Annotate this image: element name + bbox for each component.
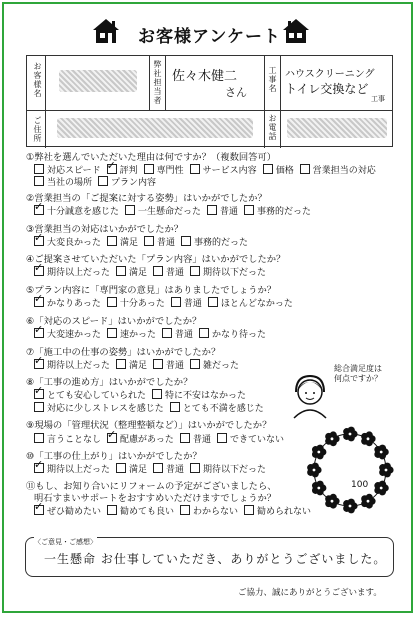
checked-checkbox[interactable] (34, 266, 44, 276)
option-item[interactable] (107, 507, 177, 517)
option-item[interactable] (34, 391, 149, 401)
option-item[interactable] (217, 435, 287, 445)
option-item[interactable] (34, 207, 122, 217)
customer-name-label: お客様名 (33, 62, 42, 98)
option-label: 対応スピード (47, 166, 101, 176)
option-item[interactable] (107, 299, 168, 309)
option-label: かなりあった (47, 299, 101, 309)
option-label: 普通 (166, 361, 185, 371)
checkbox[interactable] (34, 402, 44, 412)
wreath-flower-icon (312, 481, 326, 496)
option-label: 普通 (166, 465, 185, 475)
checkbox[interactable] (107, 297, 117, 307)
checkbox[interactable] (244, 505, 254, 515)
option-item[interactable] (144, 238, 178, 248)
option-label: 言うことなし (47, 435, 102, 445)
option-label: 普通 (166, 268, 185, 278)
question-11-options (34, 505, 317, 518)
option-item[interactable] (263, 166, 297, 176)
survey-title: お客様アンケート (138, 27, 281, 47)
question-10-options (34, 463, 272, 476)
checkbox[interactable] (153, 266, 163, 276)
checkbox[interactable] (217, 433, 227, 443)
satisfaction-wreath (302, 422, 398, 518)
address-label: ご住所 (33, 116, 42, 143)
option-item[interactable] (34, 299, 104, 309)
wreath-flower-icon (325, 494, 339, 509)
question-6: ⑥「対応のスピード」はいかがでしたか？ (26, 316, 202, 327)
checked-checkbox[interactable] (34, 389, 44, 399)
staff-suffix: さん (225, 86, 247, 99)
option-item[interactable] (34, 404, 167, 414)
wreath-flower-icon (325, 431, 339, 446)
option-label: わからない (193, 507, 239, 517)
checkbox[interactable] (244, 205, 254, 215)
checkbox[interactable] (153, 463, 163, 473)
option-label: 配慮があった (120, 435, 174, 445)
wreath-flower-icon (361, 494, 375, 509)
checkbox[interactable] (171, 297, 181, 307)
checkbox[interactable] (107, 505, 117, 515)
question-6-options (34, 328, 272, 341)
option-item[interactable] (244, 207, 314, 217)
option-item[interactable] (190, 268, 269, 278)
wreath-flower-icon (307, 463, 321, 478)
checkbox[interactable] (116, 359, 126, 369)
checkbox[interactable] (34, 164, 44, 174)
option-label: 期待以上だった (47, 268, 111, 278)
option-item[interactable] (199, 330, 269, 340)
option-label: 普通 (175, 330, 194, 340)
question-2: ②営業担当の「ご提案に対する姿勢」はいかがでしたか？ (26, 193, 267, 204)
option-label: 当社の場所 (47, 178, 93, 188)
question-3-options (34, 236, 254, 249)
option-label: 期待以上だった (47, 465, 111, 475)
redacted-phone (287, 118, 387, 138)
question-11-line2: 明石すまいサポートをおすすめいただけますでしょうか？ (34, 493, 277, 504)
option-label: 普通 (157, 238, 176, 248)
option-label: 価格 (275, 166, 294, 176)
option-item[interactable] (34, 238, 104, 248)
satisfaction-question (334, 364, 382, 384)
option-label: 期待以下だった (203, 268, 267, 278)
option-item[interactable] (207, 207, 241, 217)
question-9-options (34, 433, 290, 446)
question-3: ③営業担当の対応はいかがでしたか？ (26, 224, 184, 235)
checked-checkbox[interactable] (34, 328, 44, 338)
redacted-address (57, 118, 253, 138)
checkbox[interactable] (107, 328, 117, 338)
checkbox[interactable] (34, 176, 44, 186)
wreath-flower-icon (343, 499, 357, 514)
checkbox[interactable] (98, 176, 108, 186)
option-label: 普通 (183, 299, 202, 309)
option-label: プラン内容 (111, 178, 157, 188)
wreath-flower-icon (343, 427, 357, 442)
checked-checkbox[interactable] (34, 505, 44, 515)
option-item[interactable] (34, 435, 104, 445)
option-item[interactable] (208, 299, 296, 309)
checkbox[interactable] (162, 328, 172, 338)
question-11: ⑪もし、お知り合いにリフォームの予定がございましたら、 (26, 481, 277, 492)
option-item[interactable] (181, 238, 251, 248)
question-1: ①弊社を選んでいただいた理由は何ですか？（複数回答可） (26, 152, 277, 163)
checkbox[interactable] (263, 164, 273, 174)
option-label: 大変良かった (47, 238, 102, 248)
option-item[interactable] (107, 330, 159, 340)
checkbox[interactable] (180, 433, 190, 443)
work-name-line2: トイレ交換など (285, 82, 369, 96)
phone-label: お電話 (268, 114, 277, 141)
satisfaction-score: 100 (351, 480, 369, 490)
checked-checkbox[interactable] (107, 433, 117, 443)
checkbox[interactable] (153, 359, 163, 369)
option-label: 満足 (129, 465, 148, 475)
option-item[interactable] (190, 166, 260, 176)
option-label: 普通 (220, 207, 239, 217)
checkbox[interactable] (107, 236, 117, 246)
option-item[interactable] (107, 238, 141, 248)
checkbox[interactable] (170, 402, 180, 412)
checked-checkbox[interactable] (34, 463, 44, 473)
checked-checkbox[interactable] (107, 164, 117, 174)
satisfaction-label-2: 何点ですか？ (334, 374, 382, 383)
checked-checkbox[interactable] (34, 297, 44, 307)
option-label: 期待以上だった (47, 361, 111, 371)
option-item[interactable] (98, 178, 159, 188)
option-item[interactable] (170, 404, 267, 414)
option-label: 専門性 (156, 166, 184, 176)
option-item[interactable] (116, 465, 150, 475)
staff-headset-icon (288, 372, 332, 420)
wreath-flower-icon (374, 445, 388, 460)
satisfaction-label-1: 総合満足度は (334, 364, 382, 373)
option-label: 普通 (192, 435, 211, 445)
option-item[interactable] (34, 166, 104, 176)
checkbox[interactable] (144, 164, 154, 174)
option-item[interactable] (125, 207, 204, 217)
question-8-options (34, 389, 252, 402)
option-item[interactable] (116, 361, 150, 371)
option-item[interactable] (116, 268, 150, 278)
checkbox[interactable] (34, 433, 44, 443)
option-item[interactable] (180, 507, 241, 517)
question-8-options (34, 402, 270, 415)
checked-checkbox[interactable] (34, 236, 44, 246)
checkbox[interactable] (199, 328, 209, 338)
checkbox[interactable] (180, 505, 190, 515)
option-item[interactable] (153, 465, 187, 475)
checked-checkbox[interactable] (34, 205, 44, 215)
comment-label: 〈ご意見・ご感想〉 (34, 538, 97, 546)
question-4: ④ご提案させていただいた「プラン内容」はいかがでしたか？ (26, 254, 286, 265)
option-item[interactable] (153, 268, 187, 278)
thank-you-note: ご協力、誠にありがとうございます。 (238, 588, 382, 598)
wreath-flower-icon (374, 481, 388, 496)
checkbox[interactable] (190, 463, 200, 473)
option-item[interactable] (152, 391, 249, 401)
option-item[interactable] (300, 166, 379, 176)
option-item[interactable] (34, 507, 104, 517)
option-label: 事務的だった (194, 238, 249, 248)
option-item[interactable] (107, 166, 141, 176)
option-label: 満足 (120, 238, 139, 248)
option-label: 対応に少しストレスを感じた (47, 404, 164, 414)
question-7-options (34, 359, 245, 372)
wreath-flower-icon (361, 431, 375, 446)
checkbox[interactable] (116, 463, 126, 473)
staff-name: 佐々木健二 (172, 69, 238, 84)
checkbox[interactable] (300, 164, 310, 174)
option-item[interactable] (162, 330, 196, 340)
wreath-flower-icon (312, 445, 326, 460)
question-9: ⑨現場の「管理状況（整理整頓など）」はいかがでしたか？ (26, 420, 272, 431)
option-item[interactable] (34, 178, 95, 188)
checkbox[interactable] (144, 236, 154, 246)
option-item[interactable] (34, 361, 113, 371)
option-item[interactable] (153, 361, 187, 371)
option-label: 事務的だった (257, 207, 312, 217)
option-label: 満足 (129, 361, 148, 371)
option-label: 速かった (120, 330, 157, 340)
option-label: 特に不安はなかった (165, 391, 247, 401)
option-item[interactable] (34, 330, 104, 340)
checkbox[interactable] (190, 164, 200, 174)
option-item[interactable] (190, 465, 269, 475)
work-label: 工事名 (268, 66, 277, 93)
option-item[interactable] (34, 465, 113, 475)
checkbox[interactable] (190, 266, 200, 276)
option-label: できていない (229, 435, 284, 445)
checkbox[interactable] (116, 266, 126, 276)
checked-checkbox[interactable] (34, 359, 44, 369)
question-4-options (34, 266, 272, 279)
checkbox[interactable] (190, 359, 200, 369)
staff-label: 弊社担当者 (153, 60, 162, 105)
checkbox[interactable] (125, 205, 135, 215)
option-label: ほとんどなかった (220, 299, 293, 309)
customer-info-box (26, 55, 393, 147)
question-8: ⑧「工事の進め方」はいかがでしたか？ (26, 377, 193, 388)
wreath-flower-icon (379, 463, 393, 478)
option-label: ぜひ勧めたい (47, 507, 102, 517)
question-2-options (34, 205, 317, 218)
option-label: とても不満を感じた (182, 404, 264, 414)
work-name-line1: ハウスクリーニング (285, 69, 375, 80)
option-item[interactable] (171, 299, 205, 309)
work-suffix: 工事 (371, 95, 385, 103)
option-item[interactable] (144, 166, 187, 176)
option-label: 勧めても良い (120, 507, 175, 517)
option-label: 勧められない (257, 507, 312, 517)
option-label: 期待以下だった (203, 465, 267, 475)
option-label: サービス内容 (202, 166, 257, 176)
question-5-options (34, 297, 299, 310)
option-label: 一生懸命だった (138, 207, 202, 217)
checkbox[interactable] (152, 389, 162, 399)
option-item[interactable] (180, 435, 214, 445)
checkbox[interactable] (181, 236, 191, 246)
option-label: かなり待った (212, 330, 267, 340)
option-item[interactable] (190, 361, 242, 371)
option-item[interactable] (34, 268, 113, 278)
redacted-customer-name (59, 70, 137, 92)
question-10: ⑩「工事の仕上がり」はいかがでしたか？ (26, 451, 202, 462)
option-label: 十分誠意を感じた (47, 207, 120, 217)
option-label: 営業担当の対応 (312, 166, 376, 176)
comment-box (25, 537, 394, 577)
option-label: 十分あった (119, 299, 165, 309)
option-label: 大変速かった (47, 330, 102, 340)
checkbox[interactable] (208, 297, 218, 307)
option-label: とても安心していられた (47, 391, 147, 401)
option-label: 雑だった (203, 361, 240, 371)
question-1-options (34, 176, 162, 189)
option-label: 満足 (129, 268, 148, 278)
question-5: ⑤プラン内容に「専門家の意見」はありましたでしょうか？ (26, 285, 277, 296)
option-item[interactable] (107, 435, 177, 445)
comment-text: 一生懸命 お仕事していただき、ありがとうございました。 (44, 552, 387, 566)
question-7: ⑦「施工中の仕事の姿勢」はいかがでしたか？ (26, 347, 221, 358)
option-label: 評判 (119, 166, 138, 176)
checkbox[interactable] (207, 205, 217, 215)
